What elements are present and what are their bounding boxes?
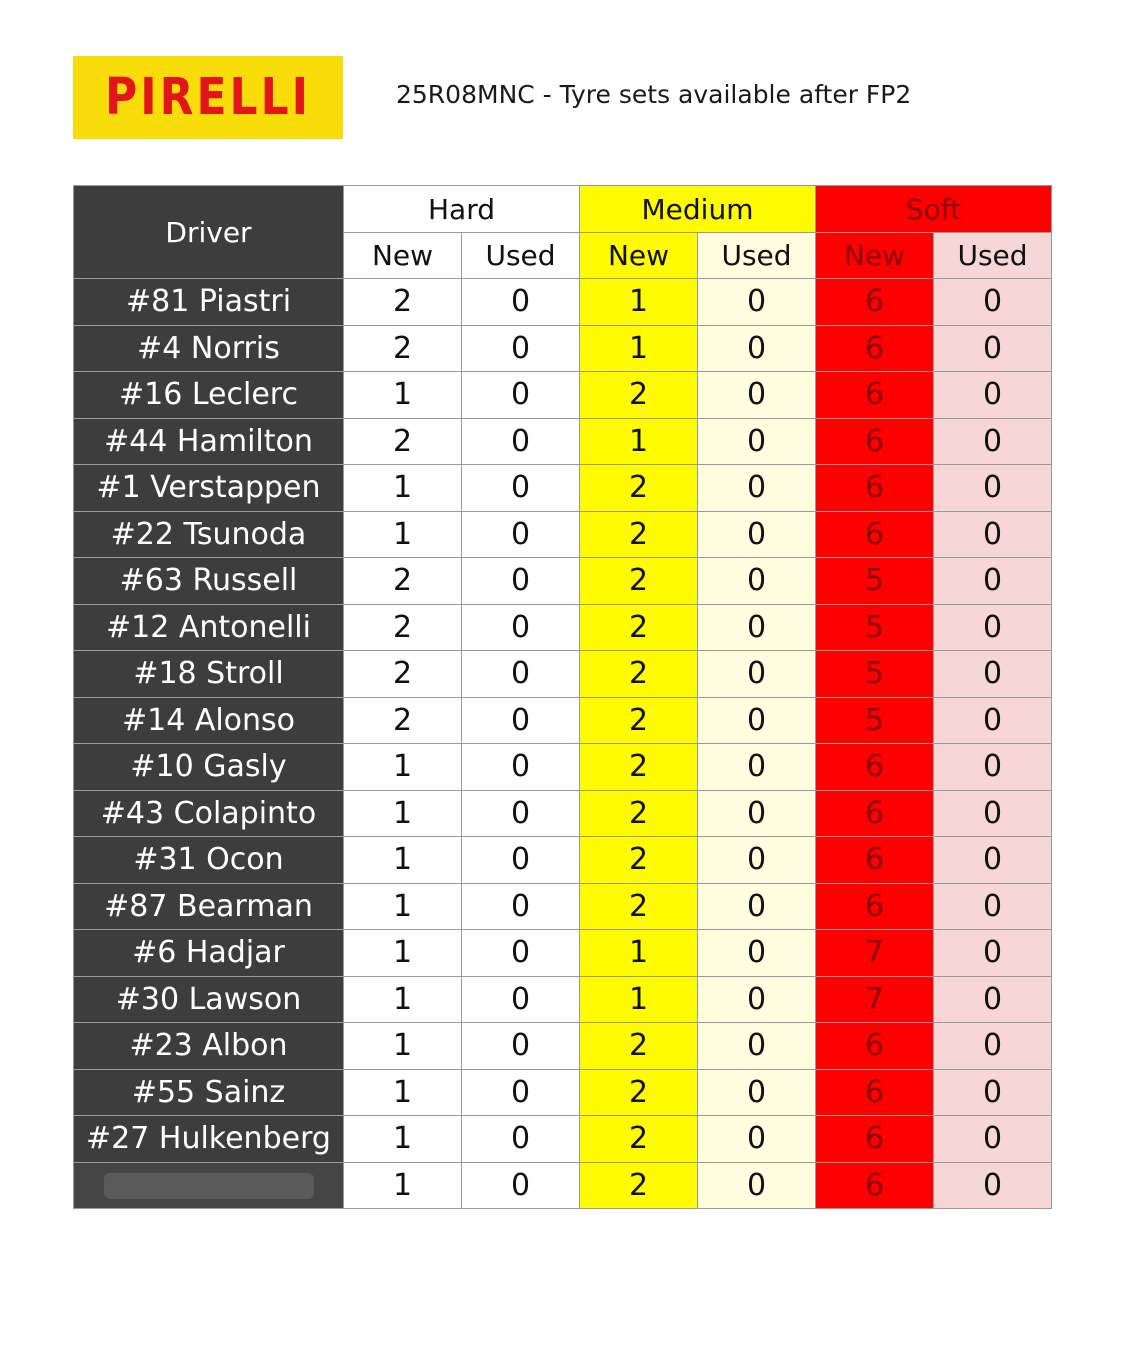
table-row [74, 1023, 1052, 1070]
soft-used-cell: 0 [934, 744, 1052, 791]
med-new-cell: 1 [580, 930, 698, 977]
hard-new-cell: 1 [344, 511, 462, 558]
driver-name: #55 Sainz [74, 1069, 344, 1116]
table-row [74, 558, 1052, 605]
med-new-cell: 1 [580, 418, 698, 465]
med-new-cell: 2 [580, 651, 698, 698]
hard-new-cell: 1 [344, 930, 462, 977]
soft-used-cell: 0 [934, 697, 1052, 744]
driver-name: #6 Hadjar [74, 930, 344, 977]
driver-name: #27 Hulkenberg [74, 1116, 344, 1163]
driver-name: #16 Leclerc [74, 372, 344, 419]
med-used-cell: 0 [698, 558, 816, 605]
table-row [74, 1162, 1052, 1209]
soft-used-cell: 0 [934, 883, 1052, 930]
table-row [74, 604, 1052, 651]
soft-used-cell: 0 [934, 511, 1052, 558]
med-new-cell: 2 [580, 1023, 698, 1070]
med-new-cell: 2 [580, 1116, 698, 1163]
med-used-cell: 0 [698, 976, 816, 1023]
med-used-cell: 0 [698, 930, 816, 977]
table-row [74, 372, 1052, 419]
soft-used-header: Used [934, 233, 1052, 279]
med-used-cell: 0 [698, 279, 816, 326]
table-row [74, 697, 1052, 744]
hard-used-cell: 0 [462, 1023, 580, 1070]
hard-new-cell: 2 [344, 651, 462, 698]
med-used-cell: 0 [698, 1116, 816, 1163]
hard-used-cell: 0 [462, 744, 580, 791]
hard-used-cell: 0 [462, 604, 580, 651]
med-new-cell: 2 [580, 1069, 698, 1116]
med-new-cell: 2 [580, 372, 698, 419]
med-new-cell: 2 [580, 883, 698, 930]
hard-new-cell: 2 [344, 604, 462, 651]
hard-used-cell: 0 [462, 418, 580, 465]
soft-used-cell: 0 [934, 1116, 1052, 1163]
driver-name: #10 Gasly [74, 744, 344, 791]
medium-new-header: New [580, 233, 698, 279]
hard-used-cell: 0 [462, 558, 580, 605]
driver-name: #23 Albon [74, 1023, 344, 1070]
table-row [74, 651, 1052, 698]
hard-new-cell: 1 [344, 883, 462, 930]
hard-used-cell: 0 [462, 976, 580, 1023]
driver-name: #14 Alonso [74, 697, 344, 744]
soft-used-cell: 0 [934, 372, 1052, 419]
soft-used-cell: 0 [934, 1069, 1052, 1116]
table-row [74, 930, 1052, 977]
soft-new-cell: 6 [816, 1069, 934, 1116]
soft-new-cell: 6 [816, 1116, 934, 1163]
hard-new-cell: 1 [344, 1162, 462, 1209]
med-used-cell: 0 [698, 651, 816, 698]
soft-new-cell: 5 [816, 651, 934, 698]
table-row [74, 1069, 1052, 1116]
hard-used-cell: 0 [462, 790, 580, 837]
soft-used-cell: 0 [934, 930, 1052, 977]
medium-used-header: Used [698, 233, 816, 279]
hard-used-cell: 0 [462, 465, 580, 512]
med-used-cell: 0 [698, 1162, 816, 1209]
driver-name: #63 Russell [74, 558, 344, 605]
soft-used-cell: 0 [934, 651, 1052, 698]
med-new-cell: 1 [580, 279, 698, 326]
soft-new-cell: 5 [816, 697, 934, 744]
med-new-cell: 2 [580, 790, 698, 837]
redacted-driver-name [104, 1173, 314, 1199]
hard-new-cell: 2 [344, 697, 462, 744]
medium-header: Medium [580, 186, 816, 233]
hard-new-cell: 2 [344, 558, 462, 605]
hard-used-cell: 0 [462, 883, 580, 930]
med-used-cell: 0 [698, 418, 816, 465]
med-used-cell: 0 [698, 325, 816, 372]
hard-used-cell: 0 [462, 372, 580, 419]
header-row-compounds [74, 186, 1052, 233]
soft-used-cell: 0 [934, 837, 1052, 884]
table-row [74, 418, 1052, 465]
driver-name: #44 Hamilton [74, 418, 344, 465]
med-used-cell: 0 [698, 604, 816, 651]
med-new-cell: 2 [580, 697, 698, 744]
soft-header: Soft [816, 186, 1052, 233]
hard-new-cell: 1 [344, 465, 462, 512]
driver-name: #18 Stroll [74, 651, 344, 698]
soft-new-cell: 5 [816, 558, 934, 605]
hard-new-cell: 2 [344, 418, 462, 465]
driver-name: #4 Norris [74, 325, 344, 372]
page-title: 25R08MNC - Tyre sets available after FP2 [396, 80, 912, 109]
hard-new-cell: 1 [344, 1069, 462, 1116]
soft-new-cell: 6 [816, 1162, 934, 1209]
hard-new-cell: 1 [344, 976, 462, 1023]
med-used-cell: 0 [698, 372, 816, 419]
hard-header: Hard [344, 186, 580, 233]
med-new-cell: 2 [580, 604, 698, 651]
med-used-cell: 0 [698, 837, 816, 884]
med-new-cell: 2 [580, 1162, 698, 1209]
table-row [74, 744, 1052, 791]
soft-used-cell: 0 [934, 418, 1052, 465]
soft-used-cell: 0 [934, 279, 1052, 326]
driver-name: #43 Colapinto [74, 790, 344, 837]
table-row [74, 883, 1052, 930]
hard-used-cell: 0 [462, 511, 580, 558]
soft-used-cell: 0 [934, 558, 1052, 605]
med-new-cell: 2 [580, 465, 698, 512]
hard-used-cell: 0 [462, 1069, 580, 1116]
hard-new-header: New [344, 233, 462, 279]
soft-new-cell: 6 [816, 465, 934, 512]
table-row [74, 511, 1052, 558]
hard-used-cell: 0 [462, 697, 580, 744]
hard-used-cell: 0 [462, 325, 580, 372]
hard-used-cell: 0 [462, 1116, 580, 1163]
hard-new-cell: 1 [344, 790, 462, 837]
table-row [74, 790, 1052, 837]
med-used-cell: 0 [698, 1069, 816, 1116]
med-new-cell: 2 [580, 511, 698, 558]
soft-new-cell: 6 [816, 744, 934, 791]
med-new-cell: 2 [580, 837, 698, 884]
pirelli-logo [73, 56, 343, 139]
soft-new-cell: 5 [816, 604, 934, 651]
hard-used-cell: 0 [462, 837, 580, 884]
driver-header: Driver [74, 186, 344, 279]
hard-used-cell: 0 [462, 930, 580, 977]
med-new-cell: 2 [580, 558, 698, 605]
table-row [74, 325, 1052, 372]
soft-used-cell: 0 [934, 976, 1052, 1023]
med-new-cell: 1 [580, 976, 698, 1023]
hard-new-cell: 1 [344, 1023, 462, 1070]
soft-new-cell: 6 [816, 511, 934, 558]
med-new-cell: 1 [580, 325, 698, 372]
driver-name [74, 1162, 344, 1209]
med-used-cell: 0 [698, 790, 816, 837]
med-new-cell: 2 [580, 744, 698, 791]
soft-new-header: New [816, 233, 934, 279]
soft-used-cell: 0 [934, 1162, 1052, 1209]
table-body [74, 279, 1052, 1209]
soft-new-cell: 6 [816, 1023, 934, 1070]
soft-new-cell: 6 [816, 837, 934, 884]
soft-new-cell: 6 [816, 372, 934, 419]
driver-name: #1 Verstappen [74, 465, 344, 512]
med-used-cell: 0 [698, 744, 816, 791]
med-used-cell: 0 [698, 1023, 816, 1070]
driver-name: #30 Lawson [74, 976, 344, 1023]
hard-new-cell: 1 [344, 744, 462, 791]
table-row [74, 837, 1052, 884]
table-row [74, 976, 1052, 1023]
hard-used-cell: 0 [462, 1162, 580, 1209]
soft-used-cell: 0 [934, 604, 1052, 651]
med-used-cell: 0 [698, 883, 816, 930]
driver-name: #12 Antonelli [74, 604, 344, 651]
med-used-cell: 0 [698, 697, 816, 744]
table-row [74, 465, 1052, 512]
table-row [74, 279, 1052, 326]
soft-used-cell: 0 [934, 465, 1052, 512]
hard-used-cell: 0 [462, 651, 580, 698]
hard-used-header: Used [462, 233, 580, 279]
driver-name: #87 Bearman [74, 883, 344, 930]
soft-new-cell: 6 [816, 325, 934, 372]
soft-new-cell: 6 [816, 418, 934, 465]
hard-used-cell: 0 [462, 279, 580, 326]
driver-name: #31 Ocon [74, 837, 344, 884]
soft-used-cell: 0 [934, 790, 1052, 837]
hard-new-cell: 1 [344, 372, 462, 419]
soft-new-cell: 6 [816, 279, 934, 326]
driver-name: #81 Piastri [74, 279, 344, 326]
tyre-sets-table [73, 185, 1052, 1209]
soft-new-cell: 6 [816, 790, 934, 837]
soft-used-cell: 0 [934, 1023, 1052, 1070]
med-used-cell: 0 [698, 511, 816, 558]
hard-new-cell: 1 [344, 1116, 462, 1163]
hard-new-cell: 2 [344, 325, 462, 372]
logo-text: PIRELLI [104, 68, 311, 127]
table-row [74, 1116, 1052, 1163]
soft-new-cell: 7 [816, 930, 934, 977]
med-used-cell: 0 [698, 465, 816, 512]
hard-new-cell: 2 [344, 279, 462, 326]
soft-used-cell: 0 [934, 325, 1052, 372]
hard-new-cell: 1 [344, 837, 462, 884]
soft-new-cell: 6 [816, 883, 934, 930]
soft-new-cell: 7 [816, 976, 934, 1023]
driver-name: #22 Tsunoda [74, 511, 344, 558]
